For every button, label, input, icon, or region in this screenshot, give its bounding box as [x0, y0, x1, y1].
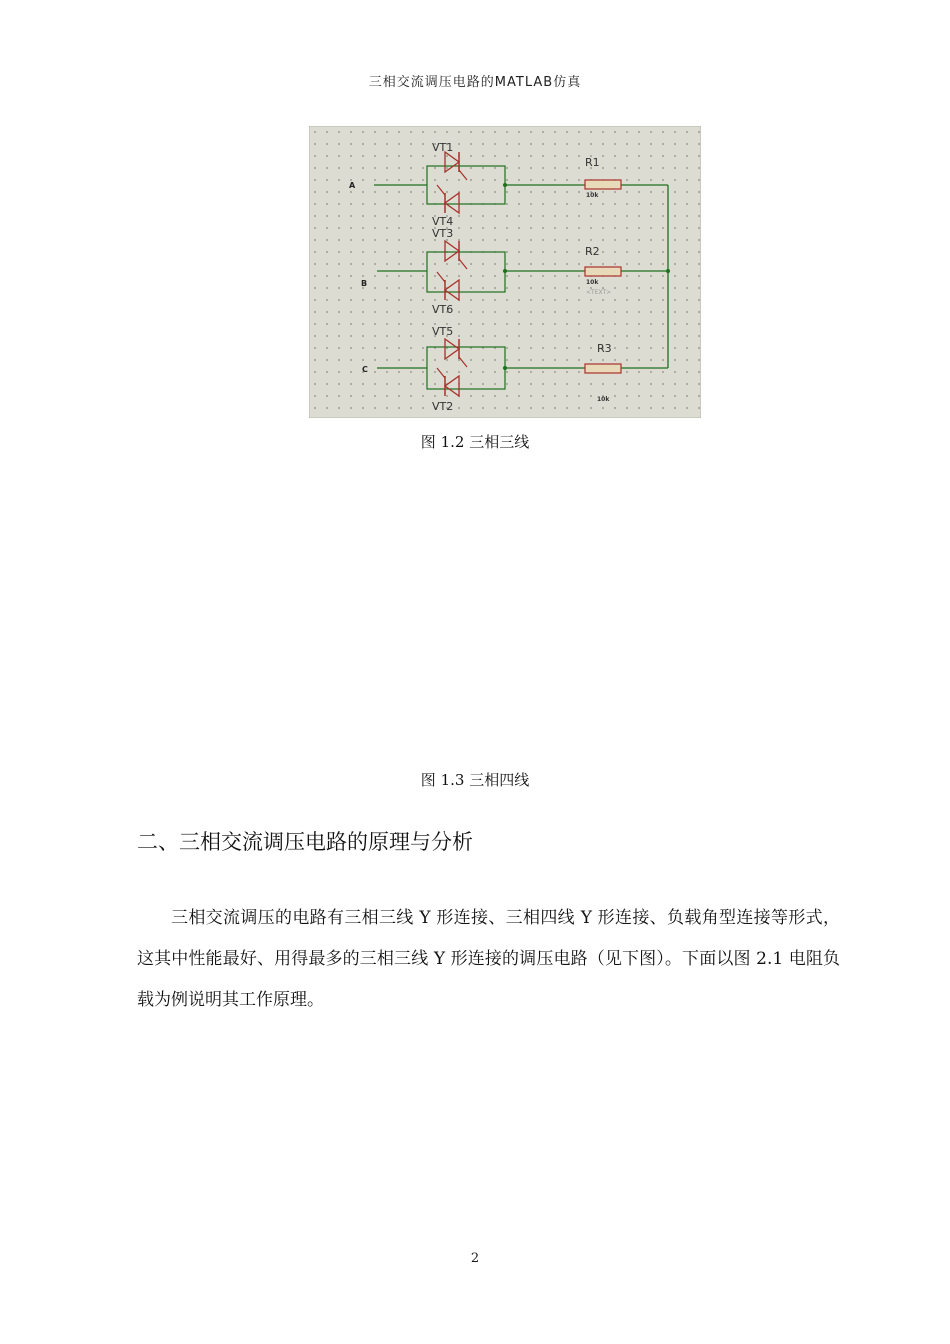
section-heading: 二、三相交流调压电路的原理与分析: [137, 830, 473, 854]
label-r2: R2: [585, 245, 600, 258]
phase-label-c: C: [362, 365, 368, 374]
star-point-junction: [666, 269, 670, 273]
circuit-figure: [309, 126, 701, 418]
label-vt5: VT5: [432, 325, 454, 338]
label-vt1: VT1: [432, 141, 454, 154]
resistor-r1: [585, 180, 621, 189]
value-r3: 10k: [597, 396, 610, 403]
circuit-diagram: [309, 126, 701, 418]
value-r1: 10k: [586, 192, 599, 199]
label-r3: R3: [597, 342, 612, 355]
resistor-r2: [585, 267, 621, 276]
figure-caption-1-2: 图 1.2 三相三线: [420, 433, 530, 451]
phase-label-b: B: [361, 279, 368, 288]
figure-caption-1-3: 图 1.3 三相四线: [420, 771, 530, 789]
label-vt6: VT6: [432, 303, 454, 316]
resistor-r3: [585, 364, 621, 373]
text-placeholder: <TEXT>: [586, 289, 612, 296]
body-paragraph: 三相交流调压的电路有三相三线 Y 形连接、三相四线 Y 形连接、负载角型连接等形式，这其中性能最好、用得最多的三相三线 Y 形连接的调压电路（见下图）。下面以图 2.1 电阻负载为例说明其工作原理。: [137, 908, 840, 1010]
value-r2: 10k: [586, 279, 599, 286]
label-vt4: VT4: [432, 215, 454, 228]
running-header: 三相交流调压电路的MATLAB仿真: [368, 75, 582, 90]
label-vt2: VT2: [432, 400, 454, 413]
label-vt3: VT3: [432, 227, 454, 240]
phase-label-a: A: [349, 181, 356, 190]
label-r1: R1: [585, 156, 600, 169]
page-number: 2: [470, 1251, 480, 1266]
